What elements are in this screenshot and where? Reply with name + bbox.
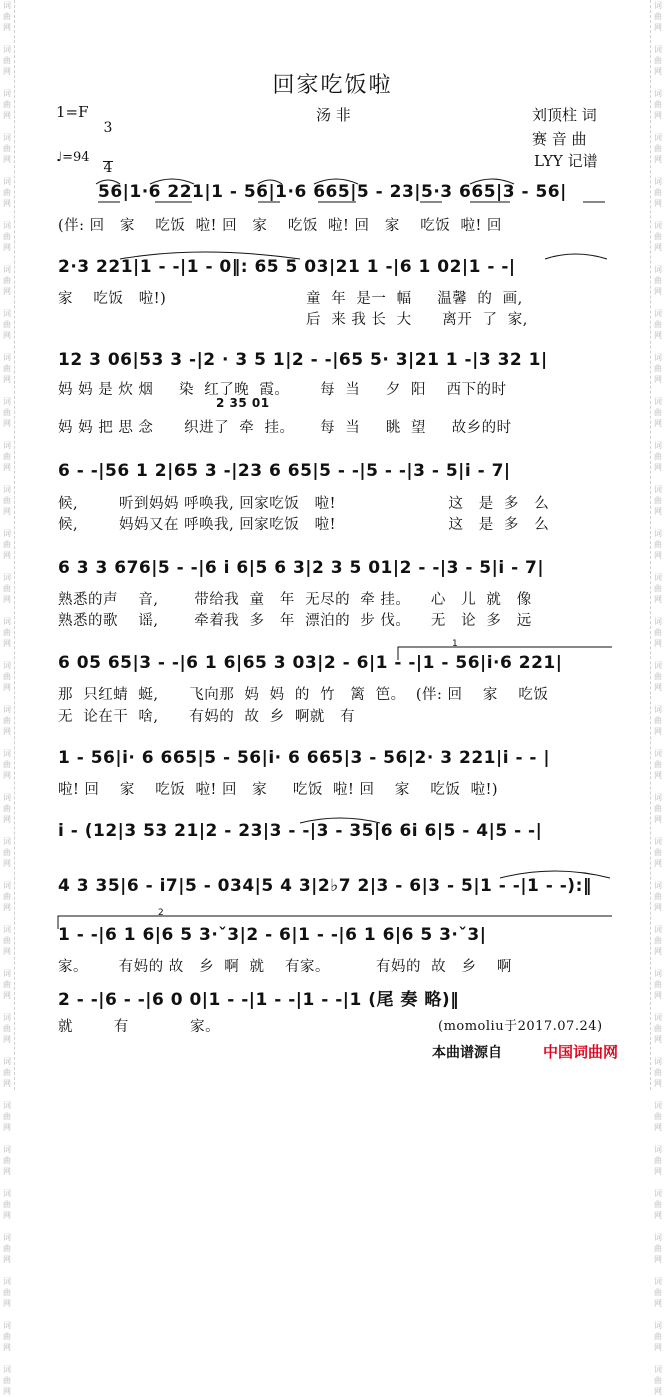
lyric-line-2-verse-1: 童 年 是一 幅 温馨 的 画, [306, 291, 523, 307]
slur [150, 179, 194, 184]
tempo-marking: ♩=94 [56, 150, 90, 165]
lyric-line-5-verse-2: 熟悉的歌 谣, 牵着我 多 年 漂泊的 步 伐。 无 论 多 远 [58, 613, 532, 629]
footer-source-label: 本曲谱源自 [432, 1045, 502, 1061]
notation-row-5: 6 3 3 676|5 - -|6 i 6|5 6 3|2 3 5 01|2 - -|3 - 5|i - 7| [58, 558, 545, 578]
footer-site-link[interactable]: 中国词曲网 [543, 1043, 619, 1061]
lyric-line-4-verse-2: 候, 妈妈又在 呼唤我, 回家吃饭 啦! 这 是 多 么 [58, 517, 550, 533]
notation-row-4: 6 - -|56 1 2|65 3 -|23 6 65|5 - -|5 - -|3 - 5|i - 7| [58, 461, 511, 481]
slur [470, 179, 514, 184]
lyric-line-2-verse-2: 后 来 我 长 大 离开 了 家, [306, 312, 528, 328]
lyric-line-6-verse-1: 那 只红蜻 蜓, 飞向那 妈 妈 的 竹 篱 笆。 (伴: 回 家 吃饭 [58, 687, 549, 703]
lyric-line-1: (伴: 回 家 吃饭 啦! 回 家 吃饭 啦! 回 家 吃饭 啦! 回 [58, 218, 502, 234]
lyric-line-3-verse-2: 妈 妈 把 思 念 织进了 牵 挂。 每 当 眺 望 故乡的时 [58, 420, 512, 436]
time-signature-bottom: 4 [103, 160, 113, 176]
slur [120, 252, 300, 259]
slur [300, 818, 380, 823]
lyric-line-5-verse-1: 熟悉的声 音, 带给我 童 年 无尽的 牵 挂。 心 儿 就 像 [58, 592, 532, 608]
volta-2-bracket [58, 916, 612, 929]
right-watermark-strip: 词 曲 网 词 曲 网 词 曲 网 词 曲 网 词 曲 网 词 曲 网 词 曲 网 词 曲 网 词 曲 网 词 曲 网 词 曲 网 词 曲 网 词 曲 网 词 曲 网 词 曲 网 词 曲 网 词 曲 网 词 曲 网 词 曲 网 词 曲 网 词 曲 网 词 曲 网 词 曲 网 词 曲 网 词 曲 网 词 曲 网 词 曲 网 词 曲 网 词 曲 网 词 曲 网 词 曲 网 词 曲 网 [650, 0, 665, 1090]
lyric-line-3-verse-1: 妈 妈 是 炊 烟 染 红了晚 霞。 每 当 夕 阳 西下的时 [58, 382, 507, 398]
left-watermark-strip: 词 曲 网 词 曲 网 词 曲 网 词 曲 网 词 曲 网 词 曲 网 词 曲 网 词 曲 网 词 曲 网 词 曲 网 词 曲 网 词 曲 网 词 曲 网 词 曲 网 词 曲 网 词 曲 网 词 曲 网 词 曲 网 词 曲 网 词 曲 网 词 曲 网 词 曲 网 词 曲 网 词 曲 网 词 曲 网 词 曲 网 词 曲 网 词 曲 网 词 曲 网 词 曲 网 词 曲 网 词 曲 网 [0, 0, 15, 1090]
song-title: 回家吃饭啦 [272, 73, 393, 98]
lyric-line-11: 就 有 家。 [58, 1019, 221, 1035]
singer: 汤 非 [316, 106, 351, 124]
lyricist: 刘顶柱 词 [532, 106, 597, 124]
lyric-line-6-verse-2: 无 论在干 啥, 有妈的 故 乡 啊就 有 [58, 709, 356, 725]
alt-notation: 2 35 01 [216, 396, 270, 410]
volta-2-label: 2 [158, 908, 164, 918]
transcriber: LYY 记谱 [534, 152, 598, 170]
key-signature: 1=F [56, 103, 89, 121]
composer: 赛 音 曲 [532, 130, 587, 148]
lyric-line-2: 家 吃饭 啦!) [58, 291, 167, 307]
slur [258, 180, 282, 184]
notation-row-8: i - (12|3 53 21|2 - 23|3 - -|3 - 35|6 6i 6|5 - 4|5 - -| [58, 821, 543, 841]
slur [314, 179, 358, 184]
notation-row-3: 12 3 06|53 3 -|2 · 3 5 1|2 - -|65 5· 3|21 1 -|3 32 1| [58, 350, 548, 370]
slur [545, 254, 607, 259]
slur [96, 180, 120, 184]
volta-1-bracket [398, 647, 612, 660]
transcription-credit: (momoliu于2017.07.24) [438, 1019, 603, 1034]
notation-row-7: 1 - 56|i· 6 665|5 - 56|i· 6 665|3 - 56|2· 3 221|i - - | [58, 748, 551, 768]
slur [500, 871, 610, 878]
notation-row-1: 56|1·6 221|1 - 56|1·6 665|5 - 23|5·3 665|3 - 56| [98, 182, 567, 202]
notation-row-2: 2·3 221|1 - -|1 - 0‖: 65 5 03|21 1 -|6 1 02|1 - -| [58, 257, 516, 277]
lyric-line-10: 家。 有妈的 故 乡 啊 就 有家。 有妈的 故 乡 啊 [58, 959, 512, 975]
time-signature-top: 3 [103, 120, 113, 136]
notation-row-10: 1 - -|6 1 6|6 5 3·ˇ3|2 - 6|1 - -|6 1 6|6 5 3·ˇ3| [58, 925, 487, 945]
notation-row-11: 2 - -|6 - -|6 0 0|1 - -|1 - -|1 - -|1 (尾 奏 略)‖ [58, 990, 460, 1010]
notation-row-6: 6 05 65|3 - -|6 1 6|65 3 03|2 - 6|1 - -|1 - 56|i·6 221| [58, 653, 563, 673]
volta-1-label: 1 [452, 639, 458, 649]
lyric-line-4-verse-1: 候, 听到妈妈 呼唤我, 回家吃饭 啦! 这 是 多 么 [58, 496, 550, 512]
lyric-line-7: 啦! 回 家 吃饭 啦! 回 家 吃饭 啦! 回 家 吃饭 啦!) [58, 782, 499, 798]
notation-row-9: 4 3 35|6 - i7|5 - 034|5 4 3|2♭7 2|3 - 6|3 - 5|1 - -|1 - -):‖ [58, 876, 592, 896]
